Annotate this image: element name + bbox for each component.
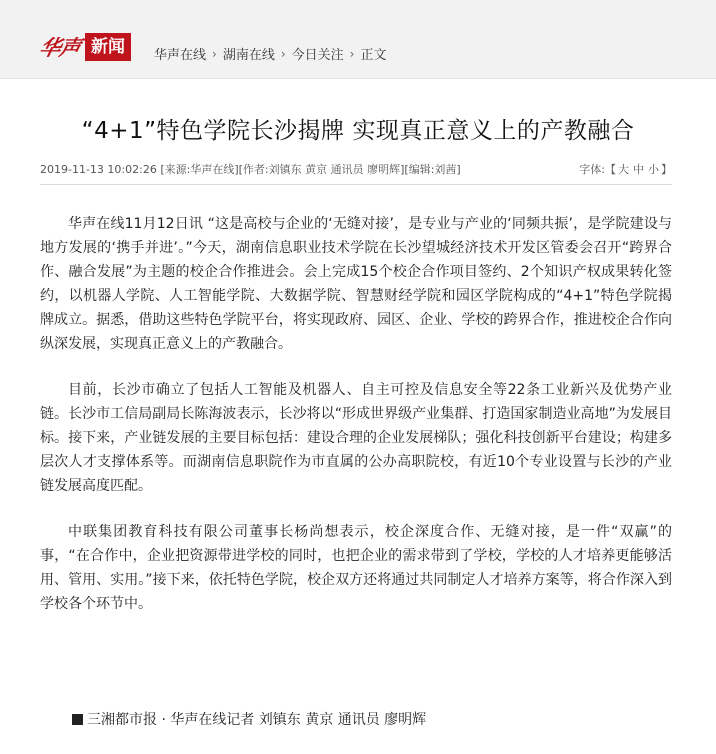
font-size-medium-button[interactable]: 中 [633, 163, 644, 176]
font-size-close-bracket: 】 [661, 163, 672, 176]
article-title: “4+1”特色学院长沙揭牌 实现真正意义上的产教融合 [81, 118, 635, 144]
font-size-label: 字体:【 [579, 163, 616, 176]
article-datetime: 2019-11-13 10:02:26 [40, 163, 157, 176]
article-meta [40, 163, 672, 177]
breadcrumb [154, 44, 387, 63]
black-square-icon [72, 714, 83, 725]
article-byline [72, 709, 426, 729]
breadcrumb-item-hunan-online[interactable]: 湖南在线 [222, 48, 275, 63]
breadcrumb-item-current: 正文 [360, 48, 387, 63]
article-body [40, 212, 672, 638]
breadcrumb-separator-icon: › [349, 46, 355, 61]
logo-script-text: 华声 [37, 35, 83, 60]
breadcrumb-separator-icon: › [280, 46, 286, 61]
site-logo[interactable] [37, 32, 131, 62]
article-editor: [编辑:刘茜] [404, 163, 461, 176]
article-author: [作者:刘镇东 黄京 通讯员 廖明辉] [238, 163, 405, 176]
article-paragraph: 华声在线11月12日讯 “这是高校与企业的‘无缝对接’，是专业与产业的‘同频共振’，是学院建设与地方发展的‘携手并进’。”今天，湖南信息职业技术学院在长沙望城经济技术开发区管委会召开“跨界合作、融合发展”为主题的校企合作推进会。会上完成15个校企合作项目签约、2个知识产权成果转化签约，以机器人学院、人工智能学院、大数据学院、智慧财经学院和园区学院构成的“4+1”特色学院揭牌成立。据悉，借助这些特色学院平台，将实现政府、园区、企业、学校的跨界合作，推进校企合作向纵深发展，实现真正意义上的产教融合。 [40, 216, 672, 352]
meta-divider [40, 184, 672, 185]
site-header [0, 0, 716, 79]
article-paragraph: 目前，长沙市确立了包括人工智能及机器人、自主可控及信息安全等22条工业新兴及优势产业链。长沙市工信局副局长陈海波表示，长沙将以“形成世界级产业集群、打造国家制造业高地”为发展目标。接下来，产业链发展的主要目标包括：建设合理的企业发展梯队；强化科技创新平台建设；构建多层次人才支撑体系等。而湖南信息职院作为市直属的公办高职院校，有近10个专业设置与长沙的产业链发展高度匹配。 [40, 382, 672, 494]
article-paragraph: 中联集团教育科技有限公司董事长杨尚想表示，校企深度合作、无缝对接，是一件“双赢”的事，“在合作中，企业把资源带进学校的同时，也把企业的需求带到了学校，学校的人才培养更能够活用、管用、实用。”接下来，依托特色学院，校企双方还将通过共同制定人才培养方案等，将合作深入到学校各个环节中。 [40, 524, 672, 612]
logo-news-badge: 新闻 [85, 33, 131, 61]
breadcrumb-separator-icon: › [212, 46, 217, 61]
font-size-switcher [579, 163, 672, 177]
font-size-small-button[interactable]: 小 [648, 163, 659, 176]
article-source: [来源:华声在线] [160, 163, 239, 176]
font-size-large-button[interactable]: 大 [618, 163, 629, 176]
byline-text: 三湘都市报 · 华声在线记者 刘镇东 黄京 通讯员 廖明辉 [87, 712, 427, 728]
breadcrumb-item-voc-online[interactable]: 华声在线 [154, 48, 207, 63]
breadcrumb-item-today-focus[interactable]: 今日关注 [291, 48, 344, 63]
